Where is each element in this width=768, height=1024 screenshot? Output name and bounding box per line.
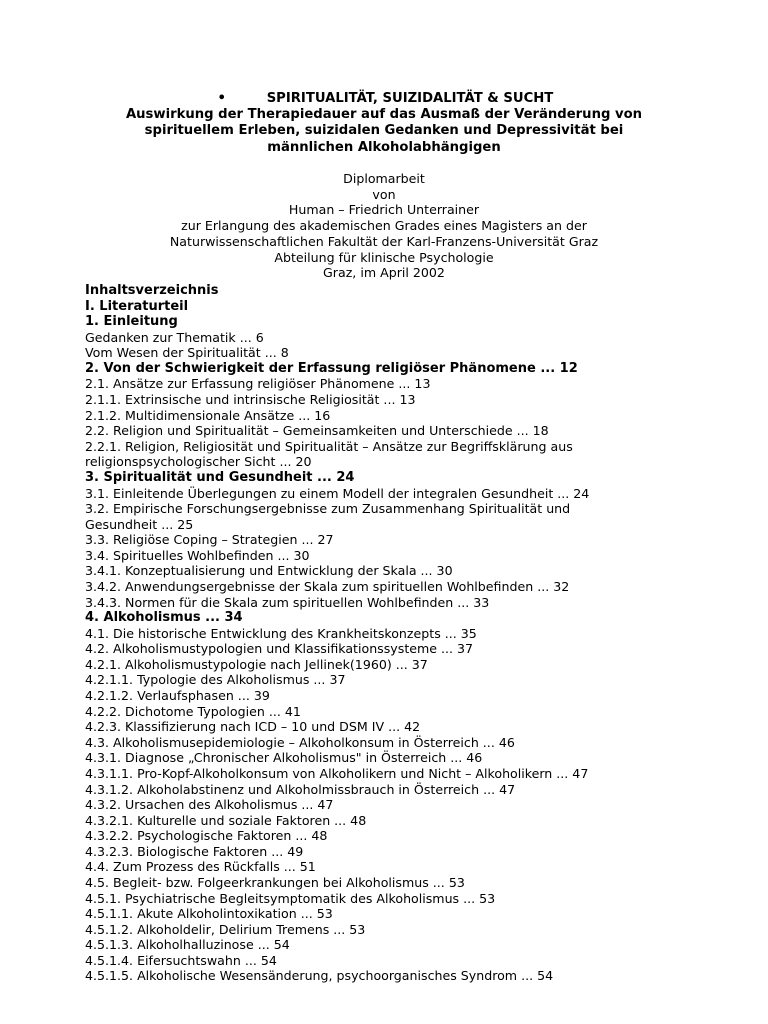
toc-entry: religionspsychologischer Sicht ... 20 <box>85 454 312 470</box>
by-label: von <box>372 186 396 202</box>
toc-entry: 3.1. Einleitende Überlegungen zu einem Modell der integralen Gesundheit ... 24 <box>85 485 590 501</box>
toc-entry: 4.4. Zum Prozess des Rückfalls ... 51 <box>85 859 316 875</box>
toc-entry: 2.1. Ansätze zur Erfassung religiöser Phänomene ... 13 <box>85 376 431 392</box>
main-title: SPIRITUALITÄT, SUIZIDALITÄT & SUCHT <box>266 91 554 106</box>
toc-entry: 4.5.1.4. Eifersuchtswahn ... 54 <box>85 952 277 968</box>
toc-entry: 4.3.1.1. Pro-Kopf-Alkoholkonsum von Alkoholikern und Nicht – Alkoholikern ... 47 <box>85 765 589 781</box>
toc-section-heading: I. Literaturteil <box>85 298 189 314</box>
toc-entry: 2.2.1. Religion, Religiosität und Spiritualität – Ansätze zur Begriffsklärung aus <box>85 438 573 454</box>
toc-section-heading: 1. Einleitung <box>85 314 178 330</box>
table-of-contents <box>85 283 745 984</box>
toc-entry: Gesundheit ... 25 <box>85 516 194 532</box>
toc-entry: 2.2. Religion und Spiritualität – Gemeinsamkeiten und Unterschiede ... 18 <box>85 423 549 439</box>
toc-entry: 4.2.1.1. Typologie des Alkoholismus ... 37 <box>85 672 346 688</box>
toc-section-heading: 3. Spiritualität und Gesundheit ... 24 <box>85 469 355 485</box>
front-matter <box>0 171 768 281</box>
place-date: Graz, im April 2002 <box>323 265 445 281</box>
purpose-line-2: Naturwissenschaftlichen Fakultät der Karl-Franzens-Universität Graz <box>169 233 599 249</box>
toc-entry: 4.2.2. Dichotome Typologien ... 41 <box>85 703 301 719</box>
toc-entry: 3.3. Religiöse Coping – Strategien ... 27 <box>85 532 334 548</box>
toc-entry: 4.5.1.3. Alkoholhalluzinose ... 54 <box>85 937 290 953</box>
bullet-icon: • <box>217 91 226 106</box>
toc-entry: 3.4.3. Normen für die Skala zum spirituellen Wohlbefinden ... 33 <box>85 594 490 610</box>
subtitle-line-3: männlichen Alkoholabhängigen <box>267 139 501 155</box>
toc-entry: 4.3.1. Diagnose „Chronischer Alkoholismus" in Österreich ... 46 <box>85 750 483 766</box>
toc-entry: 2.1.1. Extrinsische und intrinsische Religiosität ... 13 <box>85 392 416 408</box>
toc-entry: 4.5.1.1. Akute Alkoholintoxikation ... 53 <box>85 906 333 922</box>
toc-entry: 4.2.3. Klassifizierung nach ICD – 10 und DSM IV ... 42 <box>85 719 421 735</box>
toc-entry: 4.2. Alkoholismustypologien und Klassifikationssysteme ... 37 <box>85 641 474 657</box>
toc-entry: 4.5.1. Psychiatrische Begleitsymptomatik des Alkoholismus ... 53 <box>85 890 496 906</box>
thesis-type: Diplomarbeit <box>343 171 425 186</box>
department: Abteilung für klinische Psychologie <box>274 249 494 265</box>
purpose-line-1: zur Erlangung des akademischen Grades eines Magisters an der <box>181 218 587 234</box>
toc-entry: 4.3.2. Ursachen des Alkoholismus ... 47 <box>85 797 334 813</box>
toc-heading: Inhaltsverzeichnis <box>85 283 219 298</box>
toc-entry: Gedanken zur Thematik ... 6 <box>85 329 264 345</box>
toc-entry: 4.3.2.1. Kulturelle und soziale Faktoren ... 48 <box>85 812 367 828</box>
title-line-1 <box>0 91 768 107</box>
toc-entry: 3.2. Empirische Forschungsergebnisse zum Zusammenhang Spiritualität und <box>85 501 571 517</box>
toc-entry: 4.3.1.2. Alkoholabstinenz und Alkoholmissbrauch in Österreich ... 47 <box>85 781 516 797</box>
title-block <box>0 91 768 156</box>
toc-entry: 3.4. Spirituelles Wohlbefinden ... 30 <box>85 547 310 563</box>
toc-entry: 4.3.2.3. Biologische Faktoren ... 49 <box>85 843 304 859</box>
toc-entry: 4.3.2.2. Psychologische Faktoren ... 48 <box>85 828 328 844</box>
toc-entry: 3.4.1. Konzeptualisierung und Entwicklung der Skala ... 30 <box>85 563 453 579</box>
toc-section-heading: 4. Alkoholismus ... 34 <box>85 610 243 626</box>
toc-entry: 4.5.1.5. Alkoholische Wesensänderung, psychoorganisches Syndrom ... 54 <box>85 968 554 984</box>
toc-section-heading: 2. Von der Schwierigkeit der Erfassung religiöser Phänomene ... 12 <box>85 360 578 376</box>
toc-entry: 4.1. Die historische Entwicklung des Krankheitskonzepts ... 35 <box>85 625 477 641</box>
subtitle-line-2: spirituellem Erleben, suizidalen Gedanken und Depressivität bei <box>144 123 624 139</box>
toc-entry: 4.2.1.2. Verlaufsphasen ... 39 <box>85 688 270 704</box>
subtitle-line-1: Auswirkung der Therapiedauer auf das Ausmaß der Veränderung von <box>125 107 643 123</box>
author-name: Human – Friedrich Unterrainer <box>288 202 480 218</box>
toc-entry: 4.3. Alkoholismusepidemiologie – Alkoholkonsum in Österreich ... 46 <box>85 734 515 750</box>
toc-entry: 4.2.1. Alkoholismustypologie nach Jellinek(1960) ... 37 <box>85 656 428 672</box>
toc-entry: 4.5. Begleit- bzw. Folgeerkrankungen bei Alkoholismus ... 53 <box>85 874 465 890</box>
toc-entry: 4.5.1.2. Alkoholdelir, Delirium Tremens ... 53 <box>85 921 366 937</box>
toc-entry: Vom Wesen der Spiritualität ... 8 <box>85 345 289 361</box>
toc-entry: 2.1.2. Multidimensionale Ansätze ... 16 <box>85 407 331 423</box>
toc-entry: 3.4.2. Anwendungsergebnisse der Skala zum spirituellen Wohlbefinden ... 32 <box>85 578 570 594</box>
